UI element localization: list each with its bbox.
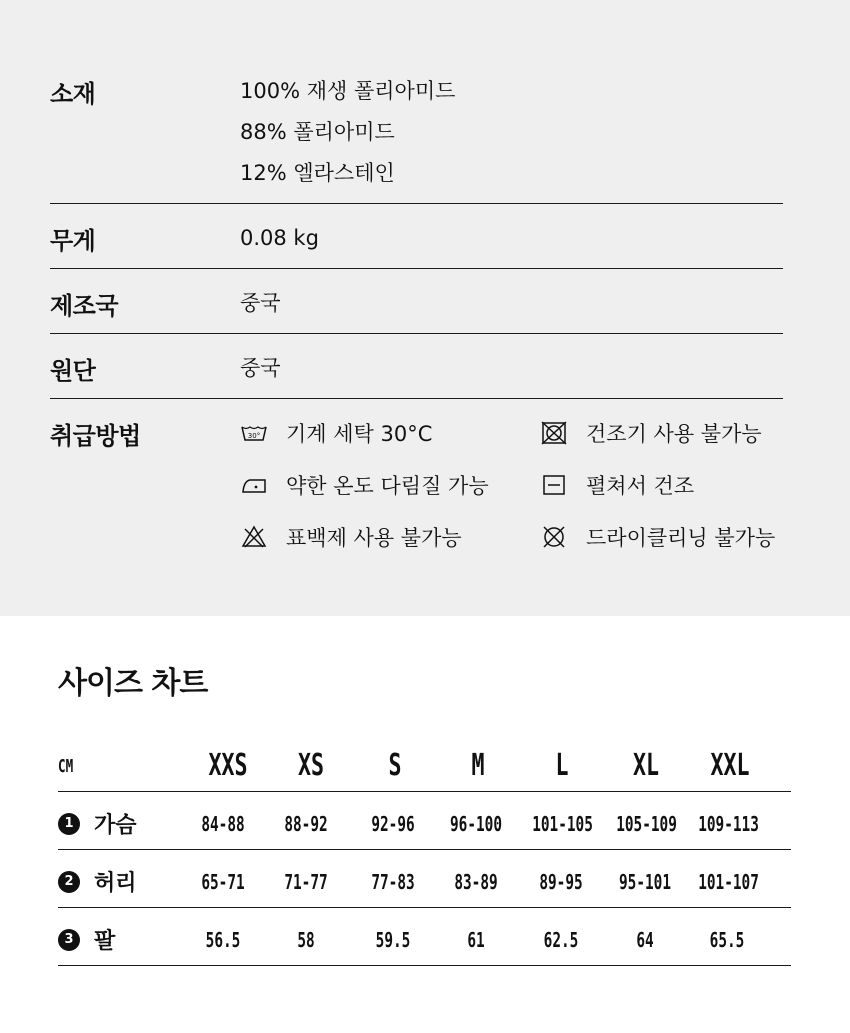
spec-row-weight [50,204,783,269]
size-value-cell: 84-88 [201,812,245,836]
size-header-cell: XL [632,748,660,783]
size-value-cell: 64 [636,928,654,952]
row-label [58,866,137,897]
care-text: 표백제 사용 불가능 [286,526,462,550]
measurement-name: 팔 [94,929,116,954]
size-row-waist [58,850,791,908]
size-value-cell: 96-100 [449,812,503,836]
spec-value-origin [240,288,281,329]
size-value-cell: 89-95 [539,870,583,894]
number-badge: 2 [58,871,80,893]
care-item [540,521,775,553]
spec-value-fabric [240,353,281,394]
material-value: 88% 폴리아미드 [240,120,395,144]
number-badge: 1 [58,813,80,835]
size-value-cell: 71-77 [284,870,328,894]
size-header-cell: L [555,748,569,783]
iron-low-icon [240,473,268,497]
fabric-value: 중국 [240,356,281,380]
size-row-arm [58,908,791,966]
machine-wash-30-icon [240,421,268,445]
row-label [58,924,115,955]
care-text: 건조기 사용 불가능 [586,422,762,446]
material-value: 100% 재생 폴리아미드 [240,79,456,103]
measurement-name: 허리 [94,871,137,896]
size-value-cell: 59.5 [375,928,411,952]
number-badge: 3 [58,929,80,951]
care-text: 약한 온도 다림질 가능 [286,474,489,498]
size-value-cell: 58 [297,928,315,952]
svg-text:30°: 30° [247,432,261,440]
size-header-cell: S [388,748,402,783]
size-header-cell: XS [297,748,325,783]
spec-row-material [50,72,783,204]
size-value-cell: 77-83 [371,870,415,894]
size-value-cell: 83-89 [454,870,498,894]
row-label [58,808,137,839]
size-value-cell: 65-71 [201,870,245,894]
care-item [540,469,694,501]
size-value-cell: 62.5 [543,928,579,952]
spec-value-weight [240,223,319,264]
size-chart-title: 사이즈 차트 [58,666,208,701]
origin-value: 중국 [240,291,281,315]
care-text: 펼쳐서 건조 [586,474,695,498]
care-text: 기계 세탁 30°C [286,422,433,446]
size-header-cell: XXS [208,748,248,783]
care-item [540,417,762,449]
size-row-chest [58,792,791,850]
size-value-cell: 61 [467,928,485,952]
weight-value: 0.08 kg [240,226,319,250]
size-header-cell: M [471,748,485,783]
spec-row-care [50,399,783,569]
size-value-cell: 92-96 [371,812,415,836]
spec-label-care: 취급방법 [50,422,141,450]
size-value-cell: 95-101 [618,870,672,894]
no-tumble-dry-icon [540,421,568,445]
care-item [240,469,489,501]
size-chart-header [58,740,791,792]
spec-row-origin [50,269,783,334]
care-text: 드라이클리닝 불가능 [586,526,776,550]
size-value-cell: 56.5 [205,928,241,952]
size-value-cell: 109-113 [698,812,759,836]
size-value-cell: 101-107 [698,870,759,894]
dry-flat-icon [540,473,568,497]
spec-label-weight: 무게 [50,227,96,255]
care-item [240,417,432,449]
size-value-cell: 101-105 [532,812,593,836]
material-value: 12% 엘라스테인 [240,161,395,185]
measurement-name: 가슴 [94,813,137,838]
no-dry-clean-icon [540,525,568,549]
size-value-cell: 105-109 [616,812,677,836]
size-value-cell: 88-92 [284,812,328,836]
unit-label: CM [58,756,74,777]
spec-label-material: 소재 [50,80,96,108]
spec-label-origin: 제조국 [50,292,119,320]
care-item [240,521,462,553]
size-header-cell: XXL [710,748,750,783]
spec-row-fabric [50,334,783,399]
size-value-cell: 65.5 [709,928,745,952]
no-bleach-icon [240,525,268,549]
spec-label-fabric: 원단 [50,357,96,385]
spec-values-material [240,76,455,199]
